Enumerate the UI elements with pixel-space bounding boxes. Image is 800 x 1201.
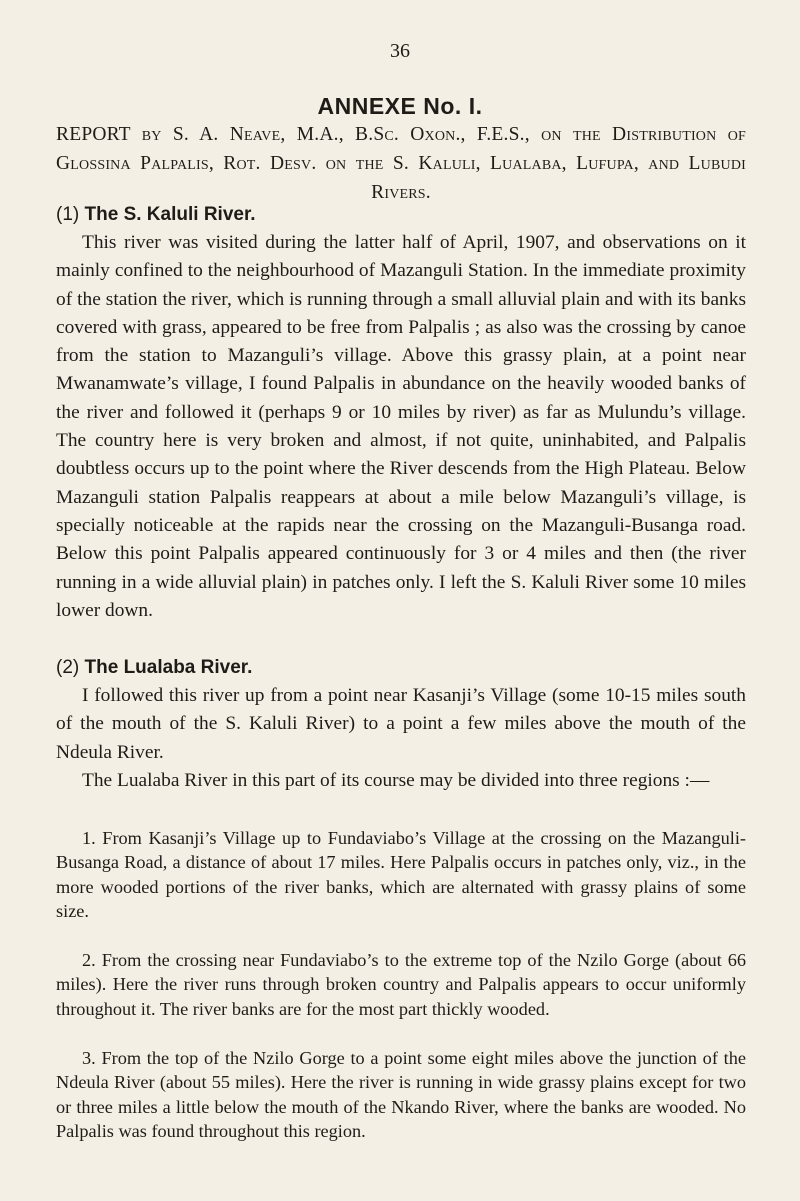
- region-item-2: 2. From the crossing near Fundaviabo’s to the extreme top of the Nzilo Gorge (about 66 miles). Here the river runs through broken country and Palpalis appears to occur uniformly throughout it. The river banks are for the most part thickly wooded.: [56, 950, 746, 1019]
- region-item-1: 1. From Kasanji’s Village up to Fundaviabo’s Village at the crossing on the Mazanguli-Busanga Road, a distance of about 17 miles. Here Palpalis occurs in patches only, viz., in the more wooded portions of the river banks, which are alternated with grassy plains of some size.: [56, 828, 746, 921]
- kaluli-paragraph: This river was visited during the latter half of April, 1907, and observations on it mainly confined to the neighbourhood of Mazanguli Station. In the immediate proximity of the station the river, which is running through a small alluvial plain and with its banks covered with grass, appeared to be free from Palpalis ; as also was the crossing by canoe from the station to Mazanguli’s village. Above this grassy plain, at a point near Mwanamwate’s village, I found Palpalis in abundance on the heavily wooded banks of the river and followed it (perhaps 9 or 10 miles by river) as far as Mulundu’s village. The country here is very broken and almost, if not quite, uninhabited, and Palpalis doubtless occurs up to the point where the River descends from the High Plateau. Below Mazanguli station Palpalis reappears at about a mile below Mazanguli’s village, is specially noticeable at the rapids near the crossing on the Mazanguli-Busanga road. Below this point Palpalis appeared continuously for 3 or 4 miles and then (the river running in a wide alluvial plain) in patches only. I left the S. Kaluli River some 10 miles lower down.: [56, 232, 746, 621]
- section-title: The S. Kaluli River.: [84, 204, 256, 225]
- lualaba-intro-paragraph: I followed this river up from a point near Kasanji’s Village (some 10-15 miles south of the mouth of the S. Kaluli River) to a point a few miles above the mouth of the Ndeula River.: [56, 685, 746, 763]
- report-heading: REPORT by S. A. Neave, M.A., B.Sc. Oxon., F.E.S., on the Distribution of Glossina Palpalis, Rot. Desv. on the S. Kaluli, Lualaba, Lufupa, and Lubudi Rivers.: [56, 124, 746, 203]
- section-number: (2): [56, 657, 80, 678]
- region-item-3: 3. From the top of the Nzilo Gorge to a point some eight miles above the junction of the Ndeula River (about 55 miles). Here the river is running in wide grassy plains except for two or three miles a little below the mouth of the Nkando River, where the banks are wooded. No Palpalis was found throughout this region.: [56, 1048, 746, 1141]
- lualaba-regions-intro: The Lualaba River in this part of its course may be divided into three regions :—: [82, 770, 710, 791]
- section-heading-lualaba: [56, 657, 252, 679]
- section-number: (1): [56, 204, 80, 225]
- annex-title: ANNEXE No. I.: [317, 93, 483, 119]
- section-title: The Lualaba River.: [84, 657, 253, 678]
- section-heading-kaluli: [56, 204, 256, 226]
- page-number: 36: [390, 40, 410, 62]
